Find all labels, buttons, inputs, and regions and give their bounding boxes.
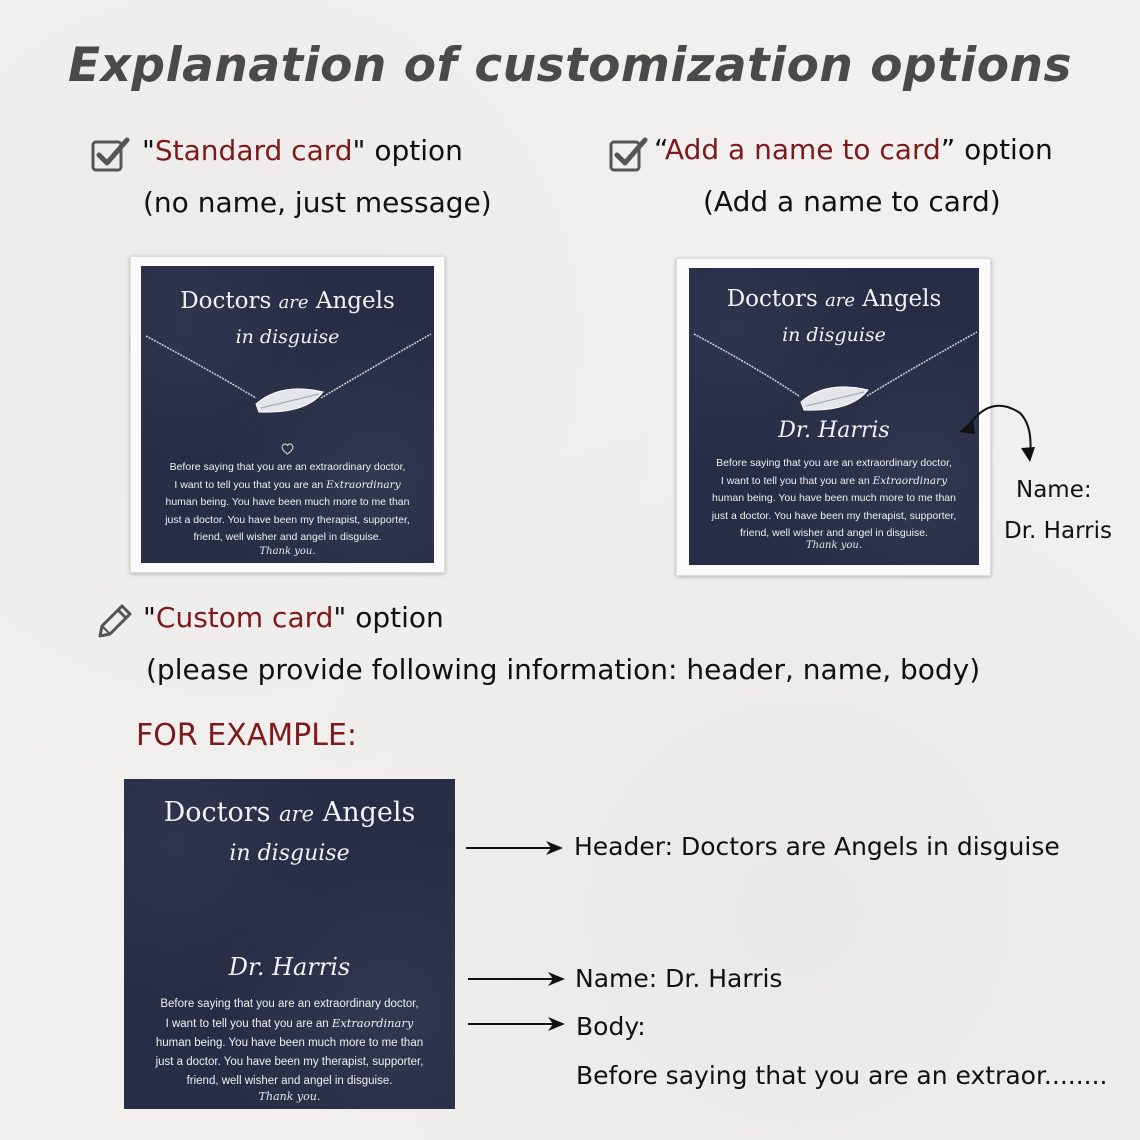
card-body: Before saying that you are an extraordinary doctor, I want to tell you that you are an Extraordinary human being. You have been much more to me than just a doctor. You have been my therapist, supporter, friend, well wisher and angel in disguise.	[165, 461, 410, 543]
standard-card	[141, 266, 434, 563]
checkbox-checked-icon	[608, 136, 648, 176]
pencil-icon	[92, 600, 136, 644]
add-name-sub: (Add a name to card)	[703, 185, 1001, 218]
example-card	[124, 779, 455, 1109]
card-recipient-name: Dr. Harris	[778, 418, 890, 443]
standard-card-box	[130, 256, 445, 573]
add-name-option: “Add a name to card” option	[654, 133, 1053, 166]
name-annotation-value: Dr. Harris	[1004, 518, 1112, 544]
arrow-right-icon	[468, 969, 568, 989]
card-thank-you: Thank you.	[805, 540, 863, 551]
curved-arrow-icon	[955, 398, 1045, 468]
example-header-line: Header: Doctors are Angels in disguise	[574, 832, 1060, 861]
card-header-line1: Doctors are Angels	[180, 288, 395, 314]
custom-card-name: Custom card	[155, 601, 334, 634]
standard-card-name: Standard card	[154, 134, 353, 167]
card-thank-you: Thank you.	[259, 546, 316, 557]
custom-card-sub: (please provide following information: header, name, body)	[146, 653, 981, 686]
name-annotation-label: Name:	[1016, 477, 1092, 503]
example-name-line: Name: Dr. Harris	[575, 964, 783, 993]
heart-icon	[280, 442, 295, 456]
card-recipient-name: Dr. Harris	[228, 953, 351, 981]
card-header-line1: Doctors are Angels	[726, 286, 942, 312]
arrow-right-icon	[468, 1014, 568, 1034]
card-header-line2: in disguise	[782, 324, 886, 346]
card-header-line2: in disguise	[229, 841, 350, 866]
add-name-card	[689, 268, 979, 565]
page-title: Explanation of customization options	[68, 38, 1072, 93]
add-name-card-box	[676, 258, 991, 576]
custom-card-option: "Custom card" option	[143, 601, 444, 634]
standard-card-sub: (no name, just message)	[143, 186, 492, 219]
card-body: Before saying that you are an extraordinary doctor, I want to tell you that you are an Extraordinary human being. You have been much more to me than just a doctor. You have been my therapist, supporter, friend, well wisher and angel in disguise.	[711, 457, 957, 539]
example-body-label: Body:	[576, 1012, 646, 1041]
checkbox-checked-icon	[90, 136, 130, 176]
for-example-label: FOR EXAMPLE:	[136, 718, 358, 753]
standard-card-option: "Standard card" option	[142, 134, 463, 167]
arrow-right-icon	[466, 838, 566, 858]
card-body: Before saying that you are an extraordinary doctor, I want to tell you that you are an Extraordinary human being. You have been much more to me than just a doctor. You have been my therapist, supporter, friend, well wisher and angel in disguise.	[155, 998, 424, 1087]
card-header-line2: in disguise	[235, 326, 340, 348]
example-body-line: Before saying that you are an extraor........	[576, 1061, 1108, 1090]
add-name-card-name: Add a name to card	[664, 133, 941, 166]
card-header-line1: Doctors are Angels	[163, 797, 416, 828]
feather-necklace-icon	[141, 326, 434, 426]
feather-necklace-icon	[689, 324, 979, 424]
card-thank-you: Thank you.	[258, 1090, 321, 1103]
